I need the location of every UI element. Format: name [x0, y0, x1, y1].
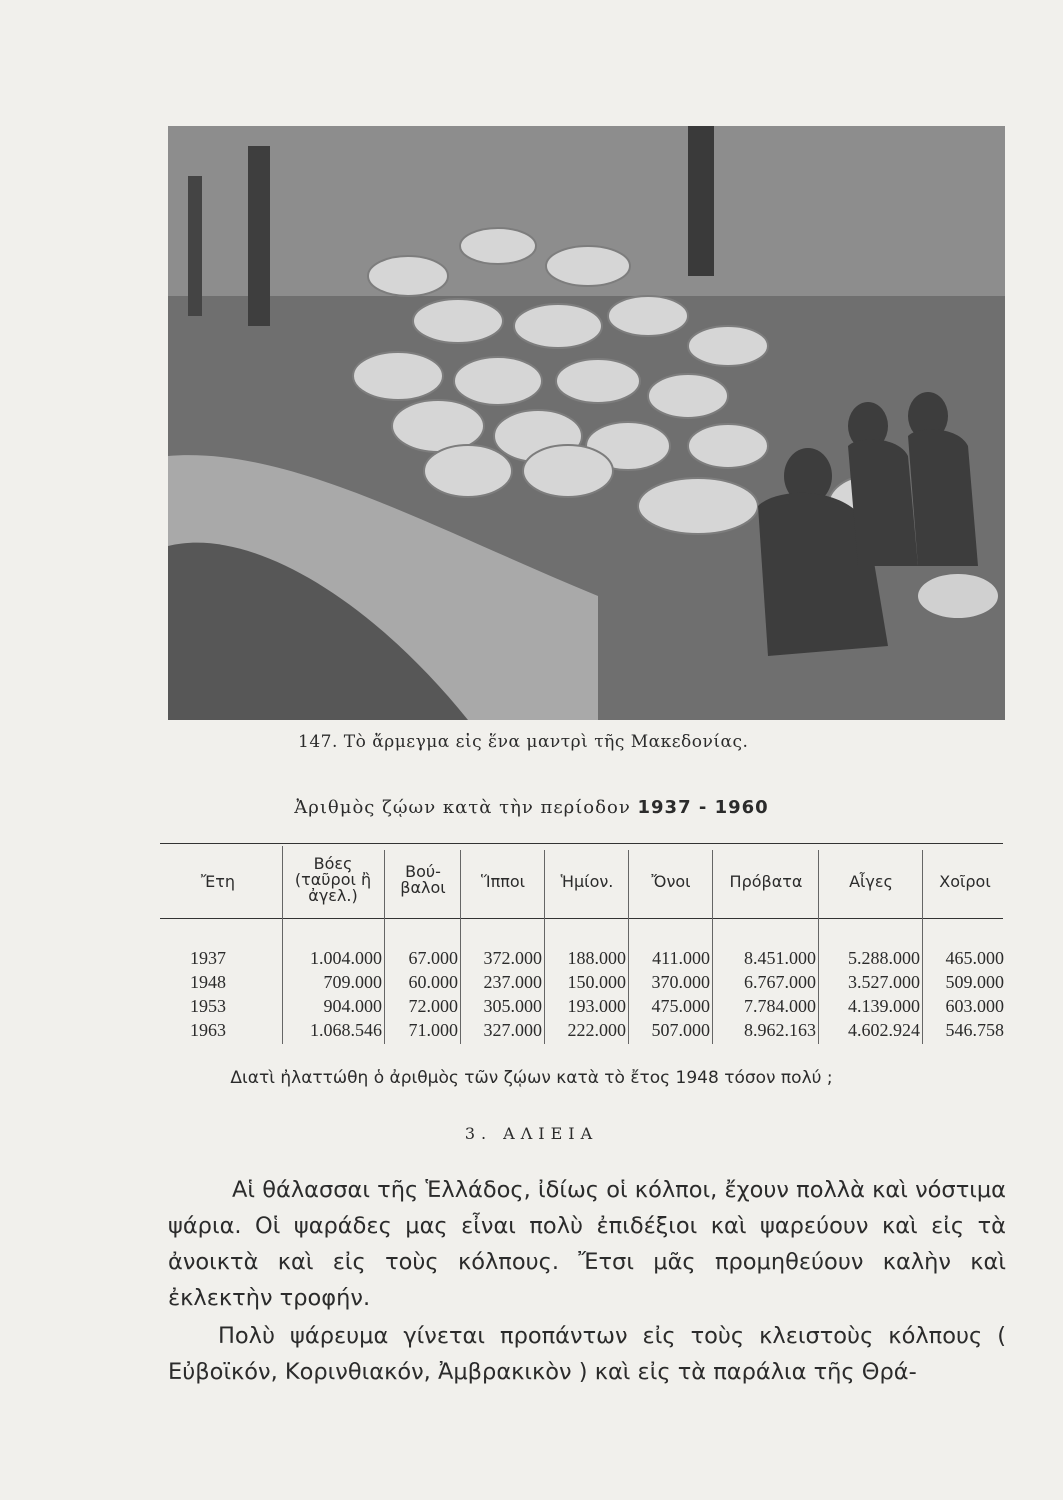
- table-cell: 193.000: [567, 996, 626, 1016]
- table-cell: 5.288.000: [848, 948, 920, 968]
- table-cell: 603.000: [945, 996, 1004, 1016]
- table-cell: 4.139.000: [848, 996, 920, 1016]
- table-cell-year: 1937: [190, 948, 226, 968]
- table-title: [0, 797, 1063, 818]
- table-cell: 7.784.000: [744, 996, 816, 1016]
- table-cell: 370.000: [651, 972, 710, 992]
- table-cell-year: 1953: [190, 996, 226, 1016]
- table-cell: 72.000: [408, 996, 458, 1016]
- table-top-rule: [160, 843, 1003, 844]
- column-separator: [460, 850, 461, 1044]
- column-separator: [544, 850, 545, 1044]
- header-horses: Ἵπποι: [480, 872, 526, 891]
- table-cell: 507.000: [651, 1020, 710, 1040]
- header-years: Ἔτη: [200, 872, 236, 891]
- table-cell: 475.000: [651, 996, 710, 1016]
- header-sheep: Πρόβατα: [729, 872, 803, 891]
- column-separator: [818, 850, 819, 1044]
- table-cell: 71.000: [408, 1020, 458, 1040]
- table-cell-year: 1948: [190, 972, 226, 992]
- header-cattle: Βόες (ταῦροι ἢ ἀγελ.): [294, 854, 372, 905]
- milking-photo: [168, 126, 1005, 720]
- table-cell: 546.758: [945, 1020, 1004, 1040]
- figure-caption: 147. Τὸ ἄρμεγμα εἰς ἕνα μαντρὶ τῆς Μακεδονίας.: [298, 732, 749, 752]
- body-paragraph: Αἱ θάλασσαι τῆς Ἑλλάδος, ἰδίως οἱ κόλποι, ἔχουν πολλὰ καὶ νόστιμα ψάρια. Οἱ ψαράδες μας εἶναι πολὺ ἐπιδέξιοι καὶ ψαρεύουν καὶ εἰς τὰ ἀνοικτὰ καὶ εἰς τοὺς κόλπους. Ἔτσι μᾶς προμηθεύουν καλὴν καὶ ἐκλεκτὴν τροφήν.: [168, 1177, 1006, 1311]
- table-cell: 509.000: [945, 972, 1004, 992]
- table-cell: 4.602.924: [848, 1020, 920, 1040]
- table-cell: 305.000: [483, 996, 542, 1016]
- header-mules: Ἡμίον.: [560, 872, 614, 891]
- study-question: Διατὶ ἠλαττώθη ὁ ἀριθμὸς τῶν ζῴων κατὰ τὸ ἔτος 1948 τόσον πολύ ;: [230, 1068, 833, 1088]
- table-cell-year: 1963: [190, 1020, 226, 1040]
- table-cell: 3.527.000: [848, 972, 920, 992]
- body-paragraph: Πολὺ ψάρευμα γίνεται προπάντων εἰς τοὺς κλειστοὺς κόλπους ( Εὐβοϊκόν, Κορινθιακόν, Ἀμβρακικὸν ) καὶ εἰς τὰ παράλια τῆς Θρά-: [168, 1323, 1006, 1385]
- section-heading: 3. ΑΛΙΕΙΑ: [464, 1124, 599, 1143]
- table-header-rule: [160, 918, 1003, 919]
- column-separator: [628, 850, 629, 1044]
- table-cell: 8.451.000: [744, 948, 816, 968]
- table-cell: 188.000: [567, 948, 626, 968]
- table-cell: 222.000: [567, 1020, 626, 1040]
- table-cell: 1.004.000: [310, 948, 382, 968]
- table-cell: 465.000: [945, 948, 1004, 968]
- table-title-years: 1937 - 1960: [637, 797, 769, 818]
- table-cell: 372.000: [483, 948, 542, 968]
- header-goats: Αἶγες: [849, 872, 893, 891]
- photo-illustration: [168, 126, 1005, 720]
- table-cell: 1.068.546: [310, 1020, 382, 1040]
- table-cell: 8.962.163: [744, 1020, 816, 1040]
- table-cell: 60.000: [408, 972, 458, 992]
- header-pigs: Χοῖροι: [939, 872, 991, 891]
- column-separator: [384, 850, 385, 1044]
- table-cell: 709.000: [323, 972, 382, 992]
- header-buffalo: Βού-βαλοι: [400, 862, 446, 897]
- table-cell: 327.000: [483, 1020, 542, 1040]
- column-separator: [922, 850, 923, 1044]
- header-donkeys: Ὄνοι: [651, 872, 691, 891]
- table-cell: 67.000: [408, 948, 458, 968]
- table-cell: 237.000: [483, 972, 542, 992]
- table-cell: 6.767.000: [744, 972, 816, 992]
- table-cell: 411.000: [652, 948, 710, 968]
- table-cell: 904.000: [323, 996, 382, 1016]
- table-cell: 150.000: [567, 972, 626, 992]
- column-separator: [712, 850, 713, 1044]
- table-title-text: Ἀριθμὸς ζῴων κατὰ τὴν περίοδον: [294, 797, 631, 818]
